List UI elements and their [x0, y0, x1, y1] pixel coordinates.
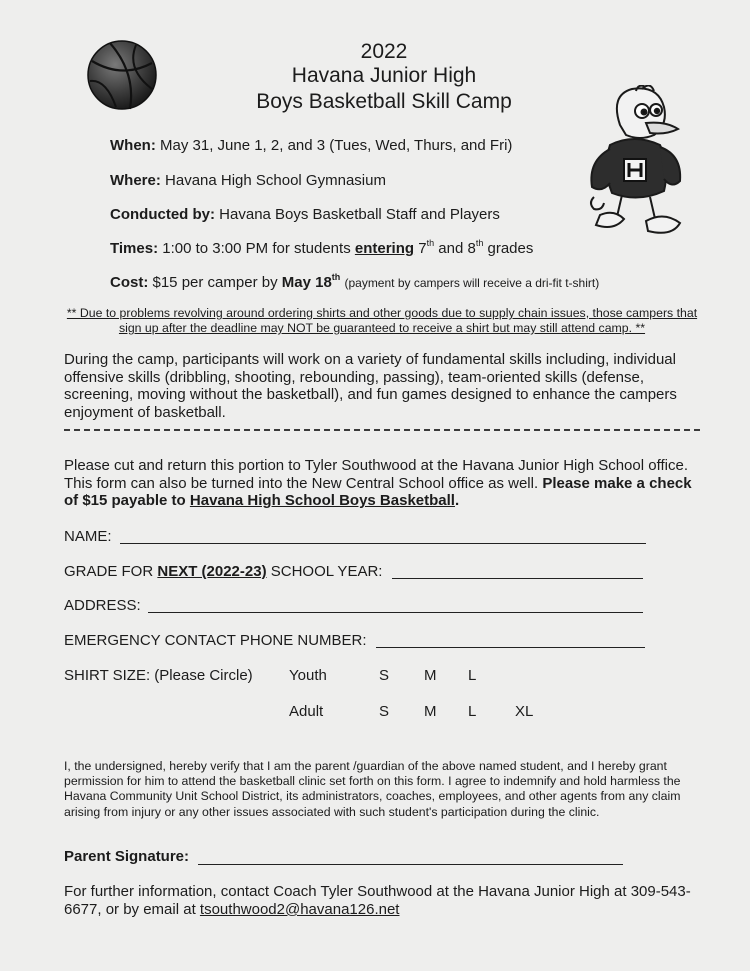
return-instructions [64, 457, 704, 510]
cost-th: th [331, 272, 341, 282]
check-end: . [454, 492, 460, 509]
grade-row [64, 563, 382, 581]
youth-label: Youth [289, 667, 327, 684]
adult-label: Adult [289, 703, 324, 720]
conducted-label: Conducted by: [110, 206, 215, 223]
emergency-label: EMERGENCY CONTACT PHONE NUMBER: [64, 632, 367, 649]
times-row [110, 240, 533, 258]
address-field[interactable] [148, 612, 643, 613]
where-value: Havana High School Gymnasium [165, 172, 386, 189]
times-entering: entering [354, 240, 415, 257]
times-label: Times: [110, 240, 159, 257]
when-label: When: [110, 137, 156, 154]
times-pre: 1:00 to 3:00 PM for students [162, 240, 351, 257]
title-school: Havana Junior High [291, 64, 477, 87]
contact-info [64, 883, 704, 919]
where-row [110, 172, 386, 190]
cost-note: (payment by campers will receive a dri-fit t-shirt) [344, 276, 600, 290]
return-line: Please cut and return this portion to Tyler Southwood at the Havana Junior High School office. This form can also be turned into the New Central School office as well. [64, 457, 688, 492]
times-post: grades [487, 240, 534, 257]
check-payee: Havana High School Boys Basketball [189, 492, 455, 509]
times-th-2: th [475, 238, 484, 248]
times-and-8: and 8 [438, 240, 476, 257]
permission-statement: I, the undersigned, hereby verify that I am the parent /guardian of the above named student, and I hereby grant permission for him to attend the basketball clinic set forth on this form. I agree to indemnify and hold harmless the Havana Community Unit School District, its administrators, coaches, employees, and other agents from any claim arising from injury or any other issues associated with such student's participation during the clinic. [64, 759, 681, 819]
signature-field[interactable] [198, 864, 623, 865]
grade-post: SCHOOL YEAR: [270, 563, 383, 580]
times-grade-7: 7 [418, 240, 427, 257]
when-row [110, 137, 512, 155]
title-camp: Boys Basketball Skill Camp [256, 90, 512, 113]
cost-date: May 18 [281, 274, 332, 291]
name-field[interactable] [120, 543, 646, 544]
shirt-notice: ** Due to problems revolving around ordering shirts and other goods due to supply chain issues, those campers that sign up after the deadline may NOT be guaranteed to receive a shirt but may still attend camp. ** [66, 306, 698, 335]
name-label: NAME: [64, 528, 112, 545]
youth-size-s[interactable]: S [379, 667, 390, 684]
grade-pre: GRADE FOR [64, 563, 154, 580]
grade-field[interactable] [392, 578, 643, 579]
times-th-1: th [426, 238, 435, 248]
emergency-phone-field[interactable] [376, 647, 645, 648]
where-label: Where: [110, 172, 161, 189]
adult-size-s[interactable]: S [379, 703, 390, 720]
cost-pre: $15 per camper by [152, 274, 278, 291]
contact-email[interactable]: tsouthwood2@havana126.net [199, 901, 400, 918]
youth-size-l[interactable]: L [468, 667, 477, 684]
contact-text: For further information, contact Coach Tyler Southwood at the Havana Junior High at 309-543-6677, or by email at [64, 883, 691, 918]
cost-row [110, 274, 599, 292]
adult-size-l[interactable]: L [468, 703, 477, 720]
check-instruction: Please make a check of $15 payable to [64, 474, 692, 509]
conducted-value: Havana Boys Basketball Staff and Players [219, 206, 500, 223]
address-label: ADDRESS: [64, 597, 141, 614]
adult-size-xl[interactable]: XL [515, 703, 534, 720]
cut-line [64, 429, 700, 431]
camp-description: During the camp, participants will work on a variety of fundamental skills including, individual offensive skills (dribbling, shooting, rebounding, passing), team-oriented skills (defense, screening, moving without the basketball), and fun games designed to enhance the campers enjoyment of basketball. [64, 351, 677, 421]
when-value: May 31, June 1, 2, and 3 (Tues, Wed, Thurs, and Fri) [160, 137, 513, 154]
shirt-size-label: SHIRT SIZE: (Please Circle) [64, 667, 253, 684]
grade-next: NEXT (2022-23) [157, 563, 267, 580]
conducted-row [110, 206, 500, 224]
cost-label: Cost: [110, 274, 149, 291]
title-year: 2022 [360, 40, 408, 63]
signature-label: Parent Signature: [64, 848, 190, 865]
adult-size-m[interactable]: M [424, 703, 437, 720]
youth-size-m[interactable]: M [424, 667, 437, 684]
